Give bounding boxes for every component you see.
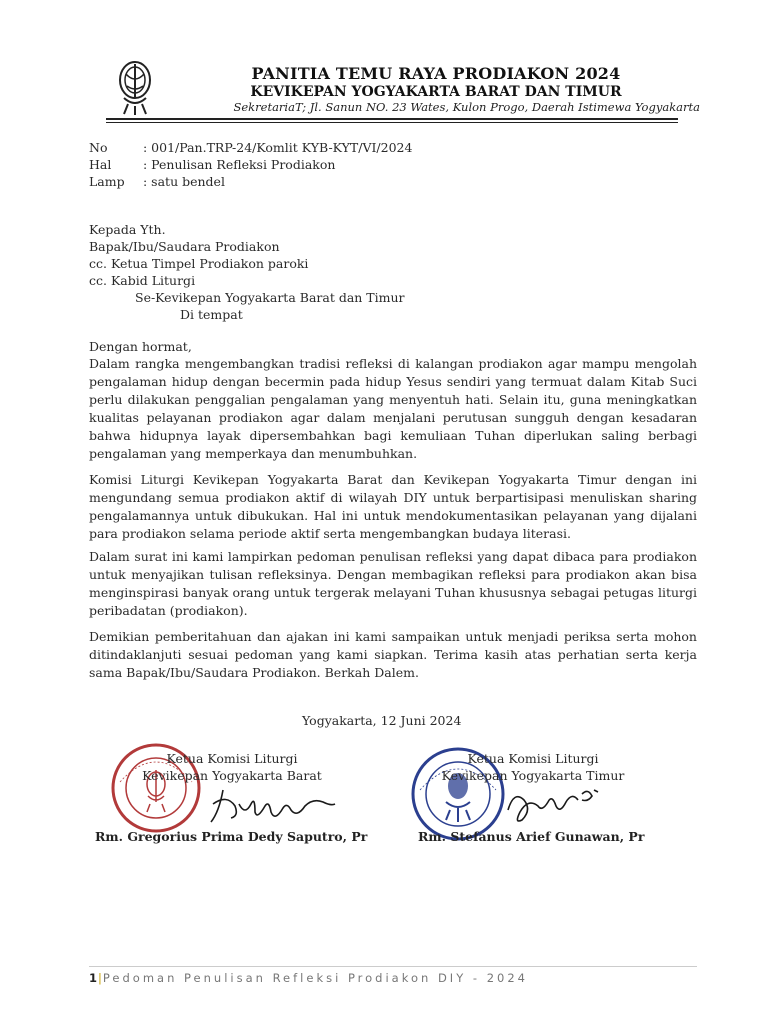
meta-value: : Penulisan Refleksi Prodiakon [143,157,336,172]
letterhead-subtitle: KEVIKEPAN YOGYAKARTA BARAT DAN TIMUR [250,84,622,100]
recipient-line: cc. Kabid Liturgi [89,273,196,288]
body-paragraph: Dalam surat ini kami lampirkan pedoman penulisan refleksi yang dapat dibaca para prodiakon untuk menyajikan tulisan refleksinya. Dengan membagikan refleksi para prodiakon akan bisa menginspirasi banyak orang untuk tergerak melayani Tuhan khususnya sebagai petugas liturgi peribadatan (prodiakon). [89,549,697,618]
meta-value: : satu bendel [143,174,225,189]
right-signatory-title: Ketua Komisi Liturgi [467,751,599,766]
meta-label: Lamp [89,174,125,189]
recipient-line: Bapak/Ibu/Saudara Prodiakon [89,239,280,254]
footer-rule [89,966,697,967]
body-paragraph: Dalam rangka mengembangkan tradisi refleksi di kalangan prodiakon agar mampu mengolah pengalaman hidup dengan becermin pada hidup Yesus sendiri yang termuat dalam Kitab Suci perlu dilakukan penggalian pengalaman yang menyentuh hati. Selain itu, guna meningkatkan kualitas pelayanan prodiakon agar dalam menjalani perutusan sungguh dengan kesadaran bahwa hidupnya layak dipersembahkan bagi kemuliaan Tuhan diperlukan saling berbagi pengalaman yang memperkaya dan menumbuhkan. [89,356,697,461]
place-date: Yogyakarta, 12 Juni 2024 [302,713,462,728]
page-number: 1 [89,971,99,985]
left-handwritten-signature [205,782,340,831]
page-footer [89,971,528,985]
meta-label: No [89,140,108,155]
meta-label: Hal [89,157,112,172]
recipient-line: cc. Ketua Timpel Prodiakon paroki [89,256,309,271]
recipient-line: Kepada Yth. [89,222,166,237]
letterhead-address: SekretariaT; Jl. Sanun NO. 23 Wates, Kulon Progo, Daerah Istimewa Yogyakarta [233,100,700,114]
letterhead-rule-thick [106,118,678,120]
right-handwritten-signature [502,780,602,834]
left-signatory-office: Kevikepan Yogyakarta Barat [142,768,322,783]
footer-text: Pedoman Penulisan Refleksi Prodiakon DIY - 2024 [102,971,528,985]
greeting: Dengan hormat, [89,339,192,354]
letterhead-title: PANITIA TEMU RAYA PRODIAKON 2024 [251,64,621,83]
recipient-line: Se-Kevikepan Yogyakarta Barat dan Timur [135,290,405,305]
recipient-line: Di tempat [180,307,243,322]
organization-emblem-logo [112,58,158,116]
letterhead-rule-thin [106,122,678,123]
left-signatory-title: Ketua Komisi Liturgi [166,751,298,766]
meta-value: : 001/Pan.TRP-24/Komlit KYB-KYT/VI/2024 [143,140,413,155]
footer-separator: | [98,971,103,985]
body-paragraph: Demikian pemberitahuan dan ajakan ini kami sampaikan untuk menjadi periksa serta mohon ditindaklanjuti sesuai pedoman yang kami siapkan. Terima kasih atas perhatian serta kerja sama Bapak/Ibu/Saudara Prodiakon. Berkah Dalem. [89,629,697,680]
left-signatory-name: Rm. Gregorius Prima Dedy Saputro, Pr [95,829,368,844]
right-signatory-name: Rm. Stefanus Arief Gunawan, Pr [418,829,645,844]
body-paragraph: Komisi Liturgi Kevikepan Yogyakarta Barat dan Kevikepan Yogyakarta Timur dengan ini mengundang semua prodiakon aktif di wilayah DIY untuk berpartisipasi menuliskan sharing pengalamannya untuk dibukukan. Hal ini untuk mendokumentasikan pelayanan yang dijalani para prodiakon selama periode aktif serta mengembangkan budaya literasi. [89,472,697,541]
right-signatory-office: Kevikepan Yogyakarta Timur [441,768,625,783]
